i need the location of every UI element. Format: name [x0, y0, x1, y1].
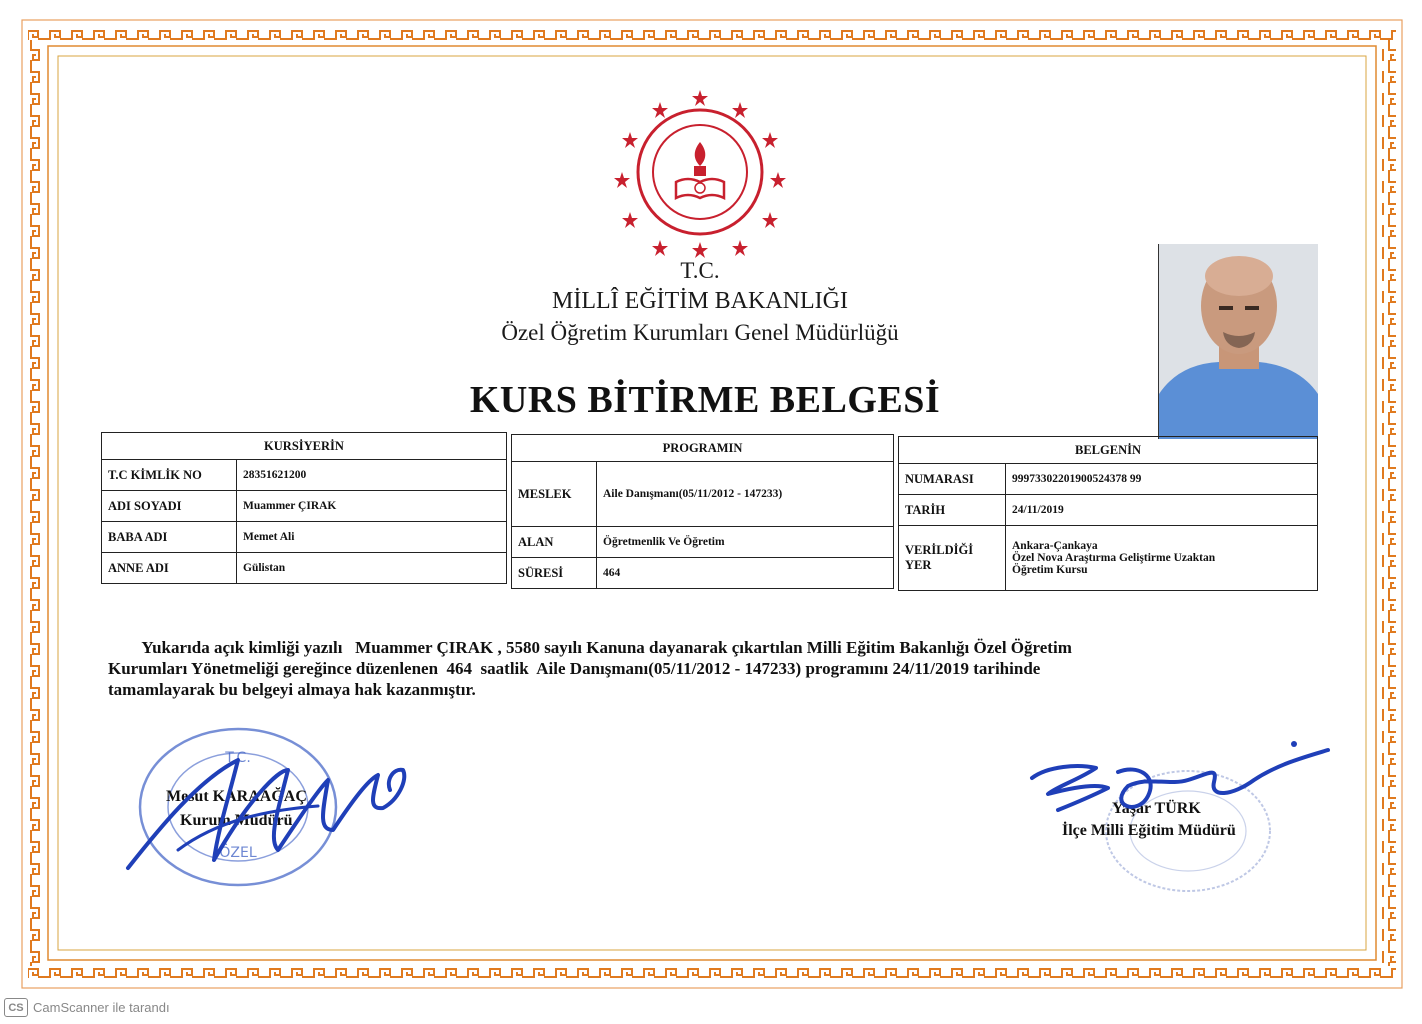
scanner-text: CamScanner ile tarandı — [33, 1000, 170, 1015]
certificate-table — [898, 436, 1318, 591]
program-table-heading: PROGRAMIN — [512, 435, 894, 462]
place-line-3: Öğretim Kursu — [1012, 564, 1088, 576]
certificate-title: KURS BİTİRME BELGESİ — [469, 379, 941, 421]
name-label: ADI SOYADI — [102, 491, 237, 522]
svg-text:T.C.: T.C. — [225, 750, 251, 766]
statement-line-3: tamamlayarak bu belgeyi almaya hak kazanmıştır. — [108, 680, 476, 699]
trainee-table — [101, 432, 507, 584]
certificate-table-heading: BELGENİN — [899, 437, 1318, 464]
tc-label: T.C KİMLİK NO — [102, 460, 237, 491]
place-label: VERİLDİĞİ YER — [899, 526, 1006, 591]
trainee-photo — [1158, 244, 1318, 439]
left-signatory-name: Mesut KARAAĞAÇ — [166, 788, 307, 805]
statement-line-2: Kurumları Yönetmeliği gereğince düzenlenen 464 saatlik Aile Danışmanı(05/11/2012 - 147233) programını 24/11/2019 tarihinde — [108, 659, 1041, 678]
name-value: Muammer ÇIRAK — [237, 491, 507, 522]
place-line-1: Ankara-Çankaya — [1012, 540, 1098, 552]
duration-value: 464 — [597, 558, 894, 589]
right-signature-icon — [1018, 736, 1338, 836]
date-label: TARİH — [899, 495, 1006, 526]
program-table — [511, 434, 894, 589]
father-value: Memet Ali — [237, 522, 507, 553]
ministry-emblem-icon — [614, 86, 786, 258]
left-signature-icon — [118, 740, 418, 880]
trainee-table-heading: KURSİYERİN — [102, 433, 507, 460]
left-signatory-title: Kurum Müdürü — [180, 812, 293, 829]
statement-line-1: Yukarıda açık kimliği yazılı Muammer ÇIRAK , 5580 sayılı Kanuna dayanarak çıkartılan Milli Eğitim Bakanlığı Özel Öğretim — [108, 638, 1072, 657]
field-label: ALAN — [512, 527, 597, 558]
header-tc: T.C. — [680, 258, 720, 283]
date-value: 24/11/2019 — [1006, 495, 1318, 526]
number-value: 99973302201900524378 99 — [1006, 464, 1318, 495]
profession-value: Aile Danışmanı(05/11/2012 - 147233) — [597, 462, 894, 527]
right-signatory-title: İlçe Milli Eğitim Müdürü — [1062, 822, 1236, 839]
svg-text:ÖZEL: ÖZEL — [219, 845, 257, 861]
place-value — [1006, 526, 1318, 591]
field-value: Öğretmenlik Ve Öğretim — [597, 527, 894, 558]
number-label: NUMARASI — [899, 464, 1006, 495]
scanner-watermark — [4, 998, 170, 1017]
header-directorate: Özel Öğretim Kurumları Genel Müdürlüğü — [501, 320, 899, 345]
father-label: BABA ADI — [102, 522, 237, 553]
place-line-2: Özel Nova Araştırma Geliştirme Uzaktan — [1012, 552, 1216, 564]
header-ministry: MİLLÎ EĞİTİM BAKANLIĞI — [552, 288, 848, 314]
camscanner-logo-icon: CS — [4, 998, 28, 1017]
right-signatory-name: Yaşar TÜRK — [1112, 800, 1201, 817]
certificate-statement — [108, 637, 1318, 700]
duration-label: SÜRESİ — [512, 558, 597, 589]
mother-value: Gülistan — [237, 553, 507, 584]
profession-label: MESLEK — [512, 462, 597, 527]
tc-value: 28351621200 — [237, 460, 507, 491]
mother-label: ANNE ADI — [102, 553, 237, 584]
